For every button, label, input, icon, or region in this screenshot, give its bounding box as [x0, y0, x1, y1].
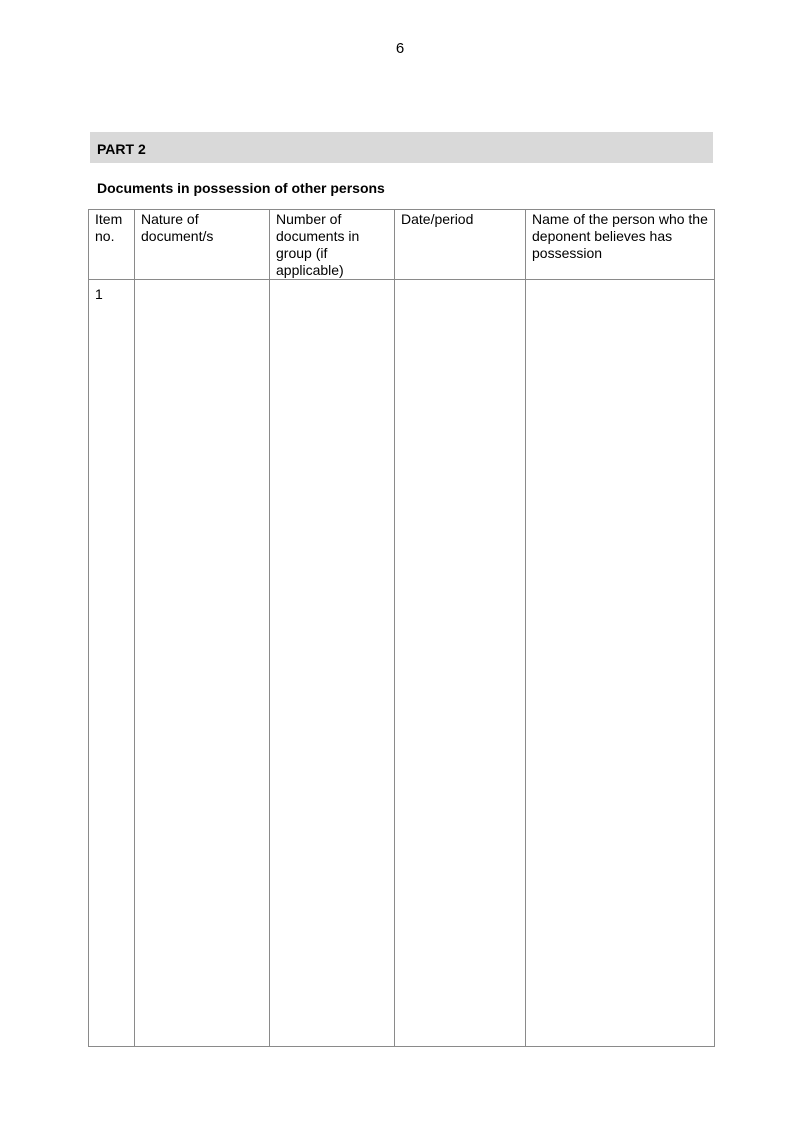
section-title: Documents in possession of other persons: [97, 180, 385, 196]
header-item-no: Item no.: [89, 210, 135, 280]
header-nature-of-document: Nature of document/s: [135, 210, 270, 280]
table-header-row: [89, 210, 715, 280]
cell-date-period: [395, 280, 526, 1047]
part-heading: PART 2: [90, 132, 713, 163]
documents-table: [88, 209, 715, 1047]
header-number-of-documents: Number of documents in group (if applicable): [270, 210, 395, 280]
page-number: 6: [395, 40, 405, 57]
header-date-period: Date/period: [395, 210, 526, 280]
header-person-in-possession: Name of the person who the deponent believes has possession: [526, 210, 715, 280]
cell-person-in-possession: [526, 280, 715, 1047]
table-row: [89, 280, 715, 1047]
cell-number-of-documents: [270, 280, 395, 1047]
cell-nature-of-document: [135, 280, 270, 1047]
cell-item-no: 1: [89, 280, 135, 1047]
